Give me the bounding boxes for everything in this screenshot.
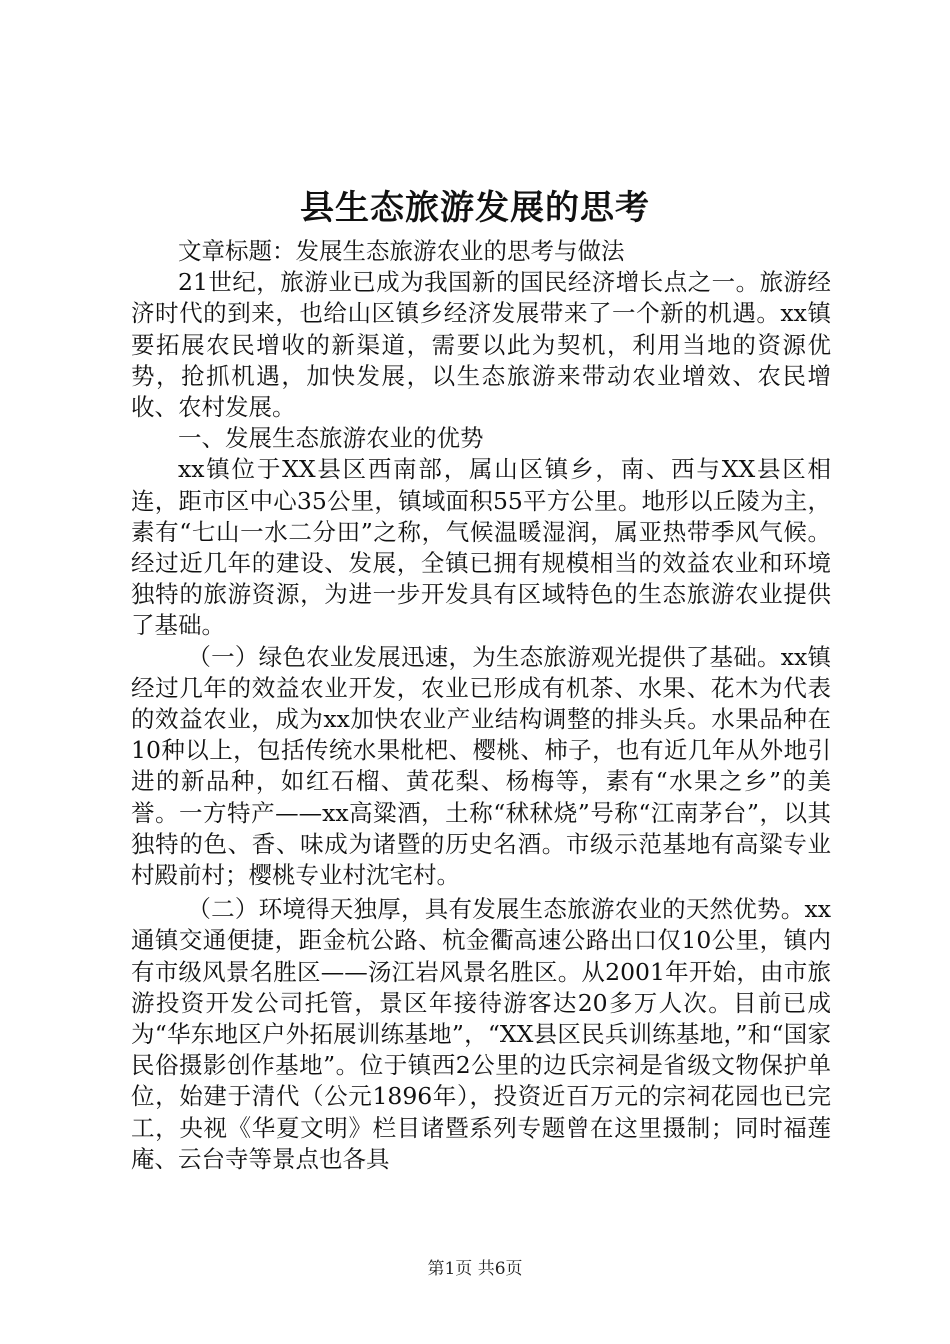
article-heading-line: 文章标题：发展生态旅游农业的思考与做法 <box>178 237 625 265</box>
page-number-footer: 第1页 共6页 <box>427 1259 523 1279</box>
location-paragraph: xx镇位于XX县区西南部，属山区镇乡，南、西与XX县区相连，距市区中心35公里，镇域面积55平方公里。地形以丘陵为主，素有“七山一水二分田”之称，气候温暖湿润，属亚热带季风气候。经过近几年的建设、发展，全镇已拥有规模相当的效益农业和环境独特的旅游资源，为进一步开发具有区域特色的生态旅游农业提供了基础。 <box>131 455 831 640</box>
intro-paragraph: 21世纪，旅游业已成为我国新的国民经济增长点之一。旅游经济时代的到来，也给山区镇乡经济发展带来了一个新的机遇。xx镇要拓展农民增收的新渠道，需要以此为契机，利用当地的资源优势，抢抓机遇，加快发展，以生态旅游来带动农业增效、农民增收、农村发展。 <box>131 268 831 422</box>
subsection-environment: （二）环境得天独厚，具有发展生态旅游农业的天然优势。xx通镇交通便捷，距金杭公路、杭金衢高速公路出口仅10公里，镇内有市级风景名胜区——汤江岩风景名胜区。从2001年开始，由市旅游投资开发公司托管，景区年接待游客达20多万人次。目前已成为“华东地区户外拓展训练基地”，“XX县区民兵训练基地，”和“国家民俗摄影创作基地”。位于镇西2公里的边氏宗祠是省级文物保护单位，始建于清代（公元1896年），投资近百万元的宗祠花园也已完工，央视《华夏文明》栏目诸暨系列专题曾在这里摄制；同时福莲庵、云台寺等景点也各具 <box>131 895 831 1173</box>
section-heading-advantages: 一、发展生态旅游农业的优势 <box>178 424 484 453</box>
subsection-green-agriculture: （一）绿色农业发展迅速，为生态旅游观光提供了基础。xx镇经过几年的效益农业开发，农业已形成有机茶、水果、花木为代表的效益农业，成为xx加快农业产业结构调整的排头兵。水果品种在10种以上，包括传统水果枇杷、樱桃、柿子，也有近几年从外地引进的新品种，如红石榴、黄花梨、杨梅等，素有“水果之乡”的美誉。一方特产——xx高粱酒，土称“秫秫烧”号称“江南茅台”，以其独特的色、香、味成为诸暨的历史名酒。市级示范基地有高粱专业村殿前村；樱桃专业村沈宅村。 <box>131 642 831 890</box>
document-title: 县生态旅游发展的思考 <box>300 188 650 228</box>
document-body <box>131 236 831 1175</box>
